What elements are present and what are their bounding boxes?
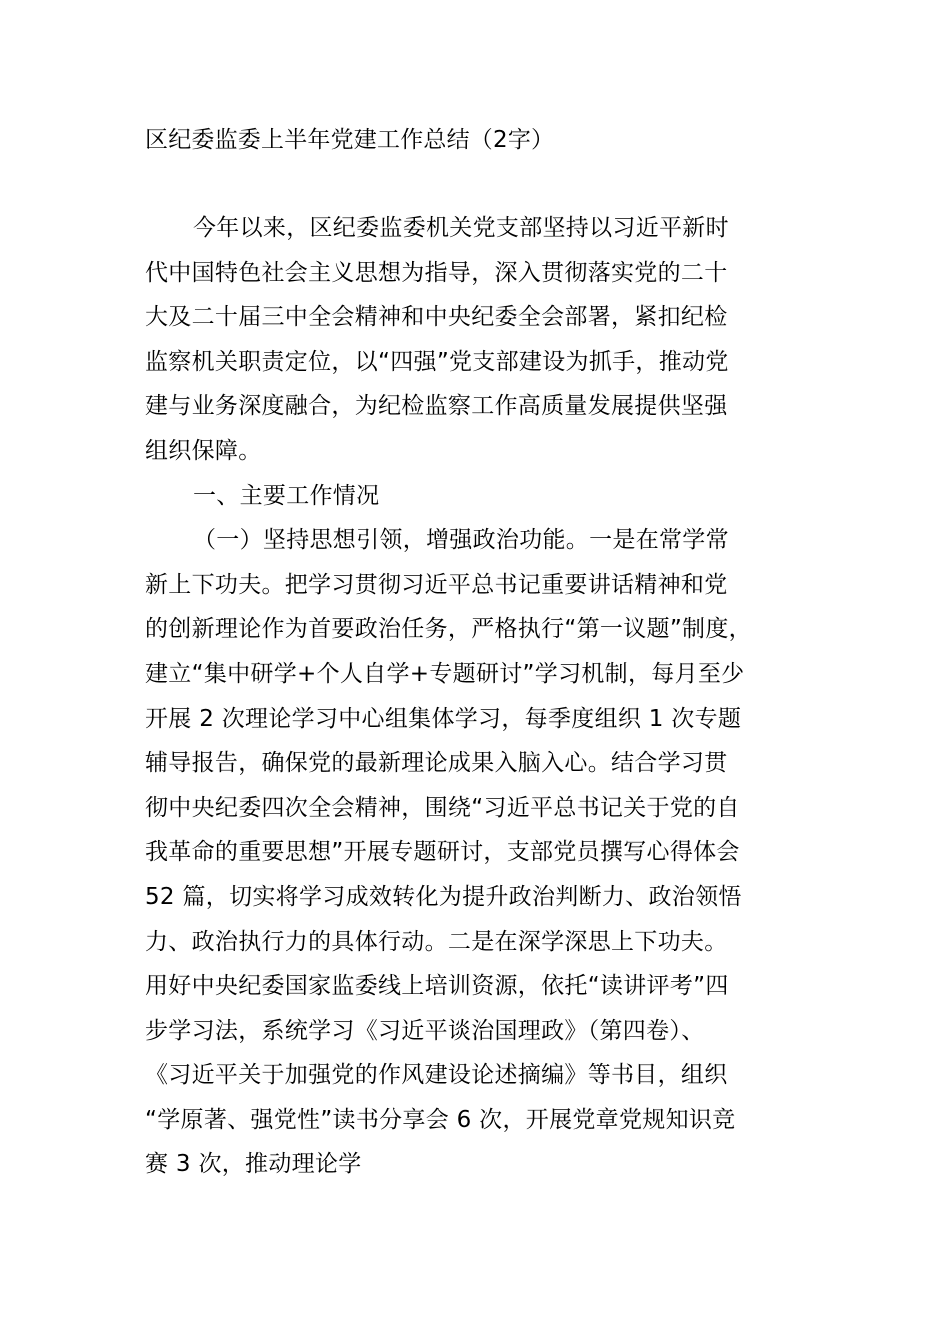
paragraph-line: “学原著、强党性”读书分享会 6 次，开展党章党规知识竞 [145,1106,736,1133]
paragraph-line: 彻中央纪委四次全会精神，围绕“习近平总书记关于党的自 [145,794,740,821]
paragraph-line: 步学习法，系统学习《习近平谈治国理政》（第四卷）、 [145,1017,705,1044]
paragraph-line: 《习近平关于加强党的作风建设论述摘编》等书目，组织 [145,1062,728,1089]
document-body [145,206,835,1187]
paragraph-line: 赛 3 次，推动理论学 [145,1151,362,1178]
paragraph-line: 代中国特色社会主义思想为指导，深入贯彻落实党的二十 [145,259,728,286]
paragraph-line: 建与业务深度融合，为纪检监察工作高质量发展提供坚强 [145,393,728,420]
paragraph-line: 新上下功夫。把学习贯彻习近平总书记重要讲话精神和党 [145,571,728,598]
paragraph-line: 辅导报告，确保党的最新理论成果入脑入心。结合学习贯 [145,750,728,777]
paragraph-line: 监察机关职责定位，以“四强”党支部建设为抓手，推动党 [145,348,729,375]
paragraph-line: 的创新理论作为首要政治任务，严格执行“第一议题”制度， [145,616,752,643]
document-title: 区纪委监委上半年党建工作总结（2字） [145,127,555,153]
paragraph-line: （一）坚持思想引领，增强政治功能。一是在常学常 [193,527,729,554]
paragraph-line: 力、政治执行力的具体行动。二是在深学深思上下功夫。 [145,928,728,955]
paragraph-line: 大及二十届三中全会精神和中央纪委全会部署，紧扣纪检 [145,304,728,331]
paragraph-line: 用好中央纪委国家监委线上培训资源，依托“读讲评考”四 [145,973,729,1000]
paragraph-line: 52 篇，切实将学习成效转化为提升政治判断力、政治领悟 [145,883,742,910]
paragraph-line: 今年以来，区纪委监委机关党支部坚持以习近平新时 [193,215,729,241]
paragraph-line: 我革命的重要思想”开展专题研讨，支部党员撰写心得体会 [145,839,740,866]
section-heading: 一、主要工作情况 [193,482,380,509]
paragraph-line: 建立“集中研学+个人自学+专题研讨”学习机制，每月至少 [145,660,745,687]
paragraph-line: 组织保障。 [145,437,262,464]
paragraph-line: 开展 2 次理论学习中心组集体学习，每季度组织 1 次专题 [145,705,742,732]
